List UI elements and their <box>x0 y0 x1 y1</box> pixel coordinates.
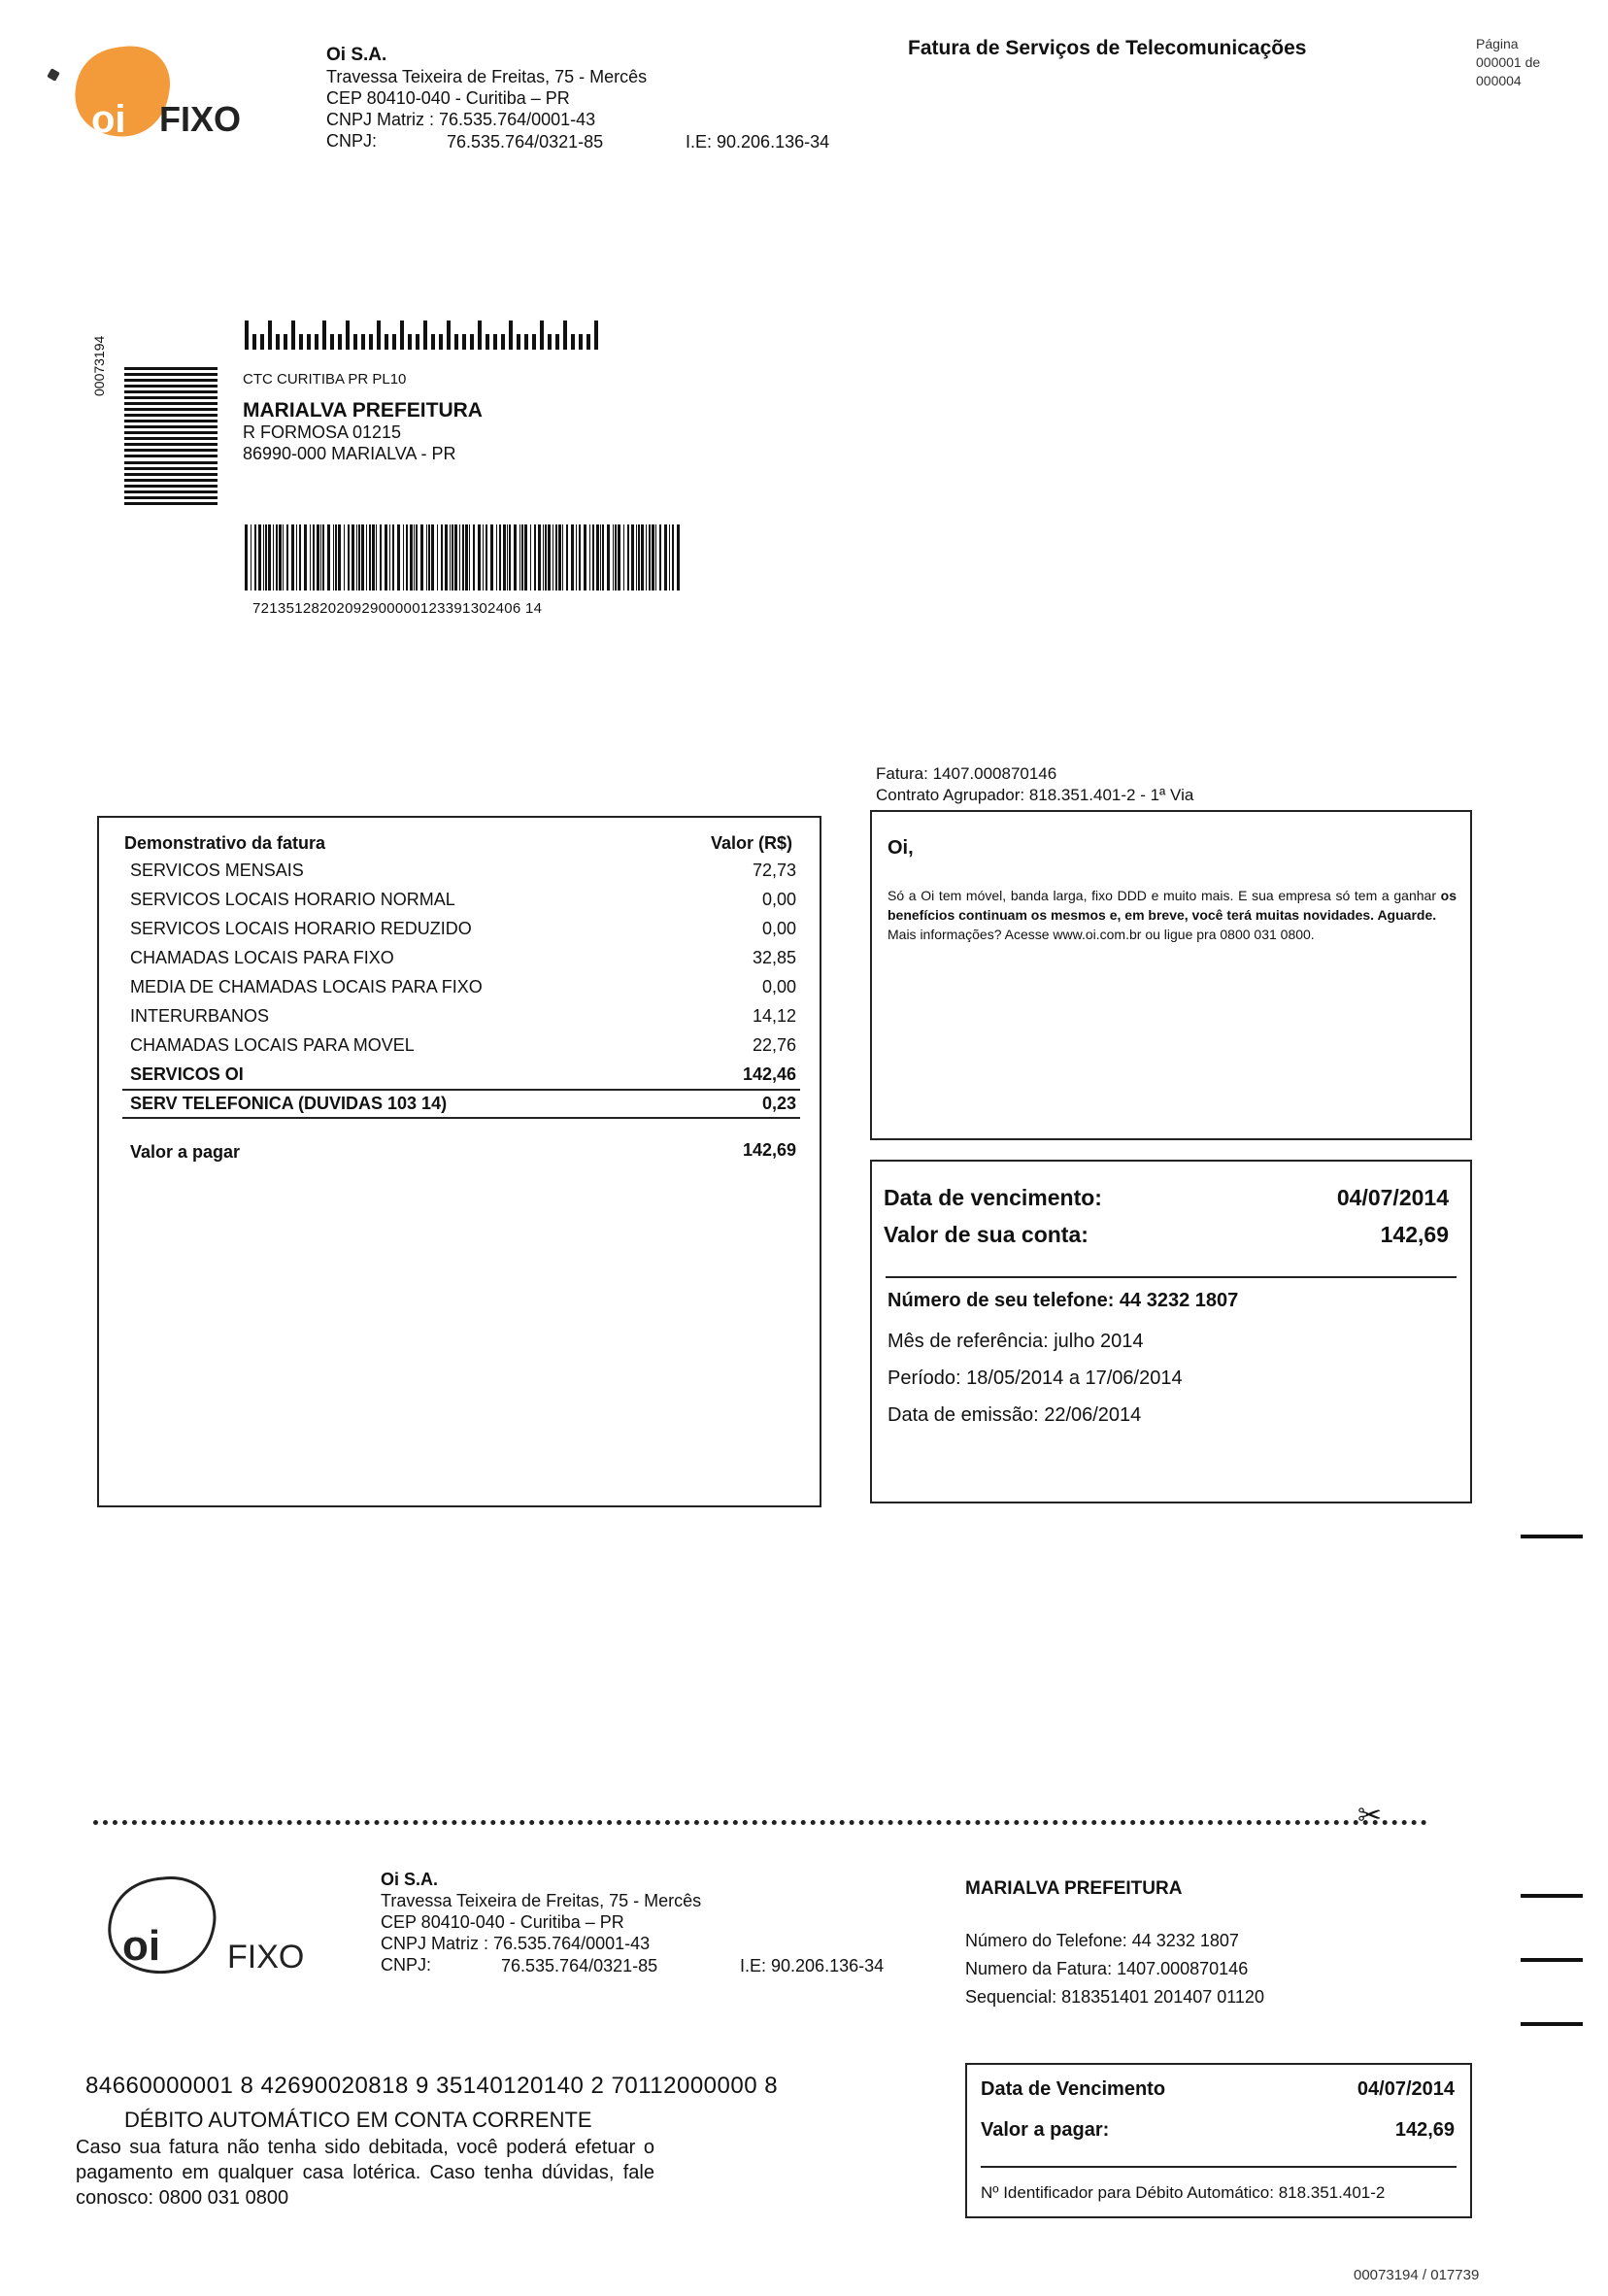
barcode-bar <box>465 524 468 591</box>
reference-month: Mês de referência: julho 2014 <box>888 1331 1144 1352</box>
bill-amount-label: Valor de sua conta: <box>884 1222 1089 1247</box>
barcode-bar <box>507 524 508 591</box>
divider <box>886 1276 1457 1278</box>
barcode-bar <box>245 524 248 591</box>
barcode-bar <box>473 524 475 591</box>
barcode-bar <box>452 524 453 591</box>
barcode-bar <box>669 524 670 591</box>
barcode-bar <box>291 524 294 591</box>
barcode-bar <box>596 524 599 591</box>
svg-text:oi: oi <box>122 1922 161 1970</box>
statement-row-label: CHAMADAS LOCAIS PARA FIXO <box>130 948 394 967</box>
postal-bar <box>571 334 575 350</box>
barcode-bar <box>496 524 497 591</box>
postal-bar <box>276 334 280 350</box>
barcode-bar <box>369 524 371 591</box>
logo-accent <box>47 68 60 82</box>
barcode-bar <box>258 524 261 591</box>
statement-subtotal-label: SERVICOS OI <box>130 1064 244 1084</box>
barcode-bar <box>509 524 511 591</box>
barcode-bar <box>478 524 481 591</box>
stacked-bar <box>124 402 218 405</box>
stacked-bar <box>124 431 218 434</box>
company-cnpj-value: 76.535.764/0321-85 <box>447 132 604 152</box>
barcode-bar <box>273 524 274 591</box>
barcode-bar <box>356 524 357 591</box>
barcode-bar <box>530 524 531 591</box>
barcode-bar <box>265 524 267 591</box>
stacked-bar <box>124 437 218 440</box>
postal-bar <box>400 321 404 350</box>
barcode-bar <box>543 524 544 591</box>
stacked-bar <box>124 390 218 393</box>
statement-subtotal-value: 142,46 <box>742 1064 796 1084</box>
barcode-bar <box>441 524 443 591</box>
auto-debit-text: Caso sua fatura não tenha sido debitada, você poderá efetuar o pagamento em qualquer casa lotérica. Caso tenha dúvidas, fale conosco: 0800 031 0800 <box>76 2137 654 2209</box>
barcode-bar <box>420 524 423 591</box>
barcode-bar <box>454 524 457 591</box>
barcode-bar <box>376 524 377 591</box>
postal-bar <box>423 321 427 350</box>
barcode-bar <box>263 524 264 591</box>
postal-bar <box>392 334 396 350</box>
barcode-bar <box>286 524 288 591</box>
postal-bar <box>555 334 559 350</box>
logo-product: FIXO <box>159 99 242 139</box>
stub-invoice-number: Numero da Fatura: 1407.000870146 <box>965 1959 1249 1978</box>
stub-company-cnpj-label: CNPJ: <box>381 1955 432 1975</box>
divider <box>981 2166 1457 2168</box>
postal-bar <box>431 334 435 350</box>
company-cep: CEP 80410-040 - Curitiba – PR <box>326 88 570 108</box>
barcode-bar <box>592 524 594 591</box>
mail-barcode <box>245 524 682 591</box>
barcode-bar <box>649 524 651 591</box>
barcode-bar <box>503 524 506 591</box>
stacked-bar <box>124 467 218 470</box>
statement-total-value: 142,69 <box>742 1140 796 1160</box>
stacked-bar <box>124 373 218 376</box>
stacked-barcode <box>124 367 218 505</box>
barcode-bar <box>352 524 354 591</box>
company-address: Travessa Teixeira de Freitas, 75 - Mercês <box>326 67 648 86</box>
barcode-bar <box>317 524 319 591</box>
barcode-bar <box>392 524 394 591</box>
barcode-bar <box>462 524 464 591</box>
postal-bar <box>322 321 326 350</box>
stub-details <box>965 1927 1264 2011</box>
barcode-bar <box>555 524 557 591</box>
barcode-bar <box>348 524 350 591</box>
statement-third-party-value: 0,23 <box>761 1094 796 1113</box>
statement-total-label: Valor a pagar <box>130 1142 241 1162</box>
message-highlight: os benefícios continuam os mesmos e, em breve, você terá muitas novidades. Aguarde. <box>888 888 1457 923</box>
barcode-bar <box>607 524 610 591</box>
stacked-bar <box>124 461 218 464</box>
statement-row-value: 0,00 <box>761 890 796 909</box>
barcode-bar <box>385 524 387 591</box>
barcode-bar <box>372 524 375 591</box>
barcode-bar <box>389 524 390 591</box>
stub-company-address: Travessa Teixeira de Freitas, 75 - Mercês <box>381 1891 702 1910</box>
postal-bar <box>509 321 513 350</box>
barcode-bar <box>664 524 667 591</box>
recipient-name: MARIALVA PREFEITURA <box>243 399 483 422</box>
barcode-bar <box>558 524 561 591</box>
barcode-bar <box>254 524 256 591</box>
payment-digitable-line: 84660000001 8 42690020818 9 35140120140 2 70112000000 8 <box>85 2073 779 2099</box>
barcode-bar <box>299 524 301 591</box>
statement-row-value: 14,12 <box>752 1006 796 1026</box>
barcode-bar <box>589 524 590 591</box>
stub-due-value: 04/07/2014 <box>1357 2078 1455 2100</box>
postal-bar <box>586 334 590 350</box>
postal-bar <box>501 334 505 350</box>
company-ie: I.E: 90.206.136-34 <box>686 132 830 152</box>
registration-mark <box>1521 1958 1583 1962</box>
barcode-bar <box>638 524 640 591</box>
barcode-bar <box>445 524 448 591</box>
stacked-bar <box>124 479 218 482</box>
barcode-bar <box>672 524 674 591</box>
barcode-bar <box>566 524 568 591</box>
postal-bar <box>369 334 373 350</box>
postal-bar <box>385 334 388 350</box>
postal-bar <box>307 334 311 350</box>
postal-bar <box>346 321 350 350</box>
barcode-bar <box>403 524 404 591</box>
barcode-bar <box>338 524 341 591</box>
barcode-bar <box>655 524 656 591</box>
recipient-block <box>243 400 483 464</box>
barcode-bar <box>276 524 278 591</box>
message-greeting: Oi, <box>888 837 914 859</box>
statement-title: Demonstrativo da fatura <box>124 833 326 853</box>
barcode-bar <box>579 524 581 591</box>
postal-bar <box>408 334 412 350</box>
stacked-bar <box>124 490 218 493</box>
postal-bar <box>540 321 544 350</box>
postal-bar <box>330 334 334 350</box>
barcode-bar <box>483 524 484 591</box>
postal-bar <box>268 321 272 350</box>
page-label: Página <box>1476 36 1519 51</box>
stacked-bar <box>124 496 218 499</box>
barcode-bar <box>414 524 415 591</box>
barcode-bar <box>600 524 601 591</box>
barcode-bar <box>514 524 517 591</box>
statement-row-value: 22,76 <box>752 1035 796 1055</box>
registration-mark <box>1521 1894 1583 1898</box>
invoice-reference <box>876 763 1193 806</box>
statement-row-label: SERVICOS LOCAIS HORARIO REDUZIDO <box>130 919 472 938</box>
due-date-value: 04/07/2014 <box>1336 1185 1449 1210</box>
stub-company-cnpj-value: 76.535.764/0321-85 <box>501 1956 658 1975</box>
statement-value-header: Valor (R$) <box>711 833 793 853</box>
stacked-bar <box>124 367 218 370</box>
billing-period: Período: 18/05/2014 a 17/06/2014 <box>888 1367 1183 1389</box>
barcode-bar <box>406 524 408 591</box>
barcode-bar <box>310 524 311 591</box>
barcode-bar <box>333 524 334 591</box>
statement-row-value: 32,85 <box>752 948 796 967</box>
barcode-bar <box>459 524 460 591</box>
postal-bar <box>361 334 365 350</box>
divider <box>122 1089 800 1091</box>
statement-row-label: INTERURBANOS <box>130 1006 270 1026</box>
postal-id: 00073194 <box>91 335 107 396</box>
barcode-bar <box>646 524 647 591</box>
message-text: Só a Oi tem móvel, banda larga, fixo DDD e muito mais. E sua empresa só tem a ganhar <box>888 888 1441 903</box>
company-cnpj-label: CNPJ: <box>326 131 378 151</box>
company-cnpj-matriz: CNPJ Matriz : 76.535.764/0001-43 <box>326 110 596 129</box>
stub-company-cnpj-matriz: CNPJ Matriz : 76.535.764/0001-43 <box>381 1934 651 1953</box>
recipient-city: 86990-000 MARIALVA - PR <box>243 444 456 463</box>
stacked-bar <box>124 420 218 422</box>
barcode-bar <box>631 524 634 591</box>
barcode-bar <box>641 524 644 591</box>
bill-amount-value: 142,69 <box>1380 1222 1449 1247</box>
barcode-bar <box>677 524 680 591</box>
barcode-bar <box>380 524 382 591</box>
barcode-bar <box>358 524 360 591</box>
stacked-bar <box>124 379 218 382</box>
stub-company-ie: I.E: 90.206.136-34 <box>740 1956 885 1975</box>
postal-bar <box>493 334 497 350</box>
page-total: 000004 <box>1476 73 1522 88</box>
barcode-bar <box>545 524 547 591</box>
barcode-bar <box>519 524 520 591</box>
postal-bar <box>416 334 419 350</box>
stub-phone: Número do Telefone: 44 3232 1807 <box>965 1931 1239 1950</box>
issue-date: Data de emissão: 22/06/2014 <box>888 1404 1142 1426</box>
postal-bar <box>594 321 598 350</box>
barcode-bar <box>450 524 451 591</box>
barcode-bar <box>410 524 413 591</box>
barcode-bar <box>571 524 574 591</box>
barcode-bar <box>538 524 541 591</box>
barcode-bar <box>397 524 400 591</box>
postal-bar <box>353 334 357 350</box>
divider <box>122 1117 800 1119</box>
barcode-bar <box>548 524 551 591</box>
barcode-bar <box>304 524 307 591</box>
barcode-bar <box>428 524 430 591</box>
barcode-bar <box>659 524 661 591</box>
postal-bar <box>454 334 458 350</box>
company-name: Oi S.A. <box>326 45 387 65</box>
footer-sequence: 00073194 / 017739 <box>1354 2267 1480 2283</box>
registration-mark <box>1521 2022 1583 2026</box>
barcode-bar <box>613 524 614 591</box>
auto-debit-title: DÉBITO AUTOMÁTICO EM CONTA CORRENTE <box>124 2108 592 2132</box>
barcode-bar <box>623 524 624 591</box>
postal-bar <box>377 321 381 350</box>
phone-number: Número de seu telefone: 44 3232 1807 <box>888 1290 1239 1311</box>
oi-logo-outline <box>105 1873 225 1979</box>
svg-text:oi: oi <box>91 98 126 141</box>
message-body <box>888 886 1457 944</box>
stacked-bar <box>124 396 218 399</box>
mail-route: CTC CURITIBA PR PL10 <box>243 371 407 388</box>
due-summary-box <box>870 1160 1472 1503</box>
barcode-bar <box>296 524 297 591</box>
postal-bar <box>532 334 536 350</box>
contract-number: Contrato Agrupador: 818.351.401-2 - 1ª Via <box>876 786 1194 804</box>
barcode-bar <box>486 524 487 591</box>
barcode-bar <box>469 524 470 591</box>
auto-debit-id: Nº Identificador para Débito Automático: 818.351.401-2 <box>981 2183 1386 2202</box>
barcode-bar <box>426 524 427 591</box>
stacked-bar <box>124 414 218 417</box>
postal-bar <box>579 334 583 350</box>
stub-amount-value: 142,69 <box>1394 2119 1455 2141</box>
invoice-number: Fatura: 1407.000870146 <box>876 764 1057 783</box>
barcode-bar <box>490 524 493 591</box>
postal-bar <box>245 321 249 350</box>
postal-barcode <box>245 321 598 350</box>
postal-bar <box>439 334 443 350</box>
mail-barcode-number: 72135128202092900000123391302406 14 <box>252 600 543 617</box>
barcode-bar <box>437 524 438 591</box>
barcode-bar <box>521 524 523 591</box>
statement-row-label: MEDIA DE CHAMADAS LOCAIS PARA FIXO <box>130 977 483 996</box>
postal-bar <box>291 321 295 350</box>
stacked-bar <box>124 425 218 428</box>
postal-bar <box>563 321 567 350</box>
postal-bar <box>447 321 451 350</box>
statement-box <box>97 816 821 1507</box>
barcode-bar <box>431 524 434 591</box>
stacked-bar <box>124 408 218 411</box>
registration-mark <box>1521 1535 1583 1538</box>
stub-due-box <box>965 2063 1472 2218</box>
postal-bar <box>338 334 342 350</box>
barcode-bar <box>499 524 501 591</box>
barcode-bar <box>618 524 620 591</box>
stub-company-cep: CEP 80410-040 - Curitiba – PR <box>381 1912 624 1932</box>
message-box <box>870 810 1472 1140</box>
postal-bar <box>524 334 528 350</box>
statement-third-party-label: SERV TELEFONICA (DUVIDAS 103 14) <box>130 1094 448 1113</box>
barcode-bar <box>636 524 637 591</box>
barcode-bar <box>344 524 345 591</box>
stacked-bar <box>124 385 218 388</box>
postal-bar <box>470 334 474 350</box>
postal-bar <box>299 334 303 350</box>
statement-row-value: 72,73 <box>752 861 796 880</box>
stub-customer-name: MARIALVA PREFEITURA <box>965 1878 1183 1899</box>
due-date-label: Data de vencimento: <box>884 1185 1102 1210</box>
barcode-bar <box>279 524 282 591</box>
cut-line <box>93 1820 1427 1825</box>
postal-bar <box>315 334 318 350</box>
stacked-bar <box>124 485 218 488</box>
postal-bar <box>462 334 466 350</box>
barcode-bar <box>268 524 271 591</box>
barcode-bar <box>366 524 367 591</box>
barcode-bar <box>524 524 527 591</box>
barcode-bar <box>627 524 629 591</box>
postal-bar <box>284 334 287 350</box>
barcode-bar <box>327 524 330 591</box>
page-info <box>1476 35 1540 90</box>
postal-bar <box>486 334 489 350</box>
page-number: 000001 de <box>1476 54 1541 70</box>
stub-due-label: Data de Vencimento <box>981 2078 1166 2100</box>
barcode-bar <box>313 524 315 591</box>
stacked-bar <box>124 502 218 505</box>
barcode-bar <box>576 524 577 591</box>
postal-bar <box>260 334 264 350</box>
barcode-bar <box>615 524 617 591</box>
barcode-bar <box>283 524 284 591</box>
barcode-bar <box>335 524 337 591</box>
barcode-bar <box>534 524 536 591</box>
barcode-bar <box>562 524 563 591</box>
postal-bar <box>478 321 482 350</box>
stacked-bar <box>124 443 218 446</box>
recipient-street: R FORMOSA 01215 <box>243 422 402 442</box>
stacked-bar <box>124 449 218 452</box>
message-contact: Mais informações? Acesse www.oi.com.br ou ligue pra 0800 031 0800. <box>888 927 1315 942</box>
statement-row-label: SERVICOS LOCAIS HORARIO NORMAL <box>130 890 455 909</box>
postal-bar <box>517 334 520 350</box>
postal-bar <box>252 334 256 350</box>
barcode-bar <box>602 524 604 591</box>
barcode-bar <box>320 524 321 591</box>
postal-bar <box>548 334 552 350</box>
barcode-bar <box>584 524 586 591</box>
stacked-bar <box>124 473 218 476</box>
stub-company-name: Oi S.A. <box>381 1870 439 1889</box>
stub-logo-product: FIXO <box>227 1939 305 1975</box>
stub-amount-label: Valor a pagar: <box>981 2119 1110 2141</box>
statement-row-label: CHAMADAS LOCAIS PARA MOVEL <box>130 1035 415 1055</box>
barcode-bar <box>652 524 654 591</box>
statement-row-value: 0,00 <box>761 977 796 996</box>
statement-row-value: 0,00 <box>761 919 796 938</box>
barcode-bar <box>322 524 324 591</box>
barcode-bar <box>361 524 364 591</box>
statement-row-label: SERVICOS MENSAIS <box>130 861 304 880</box>
barcode-bar <box>416 524 418 591</box>
stacked-bar <box>124 455 218 457</box>
document-title: Fatura de Serviços de Telecomunicações <box>908 37 1307 59</box>
stub-sequence: Sequencial: 818351401 201407 01120 <box>965 1987 1264 2007</box>
scissors-icon: ✂ <box>1357 1800 1383 1832</box>
